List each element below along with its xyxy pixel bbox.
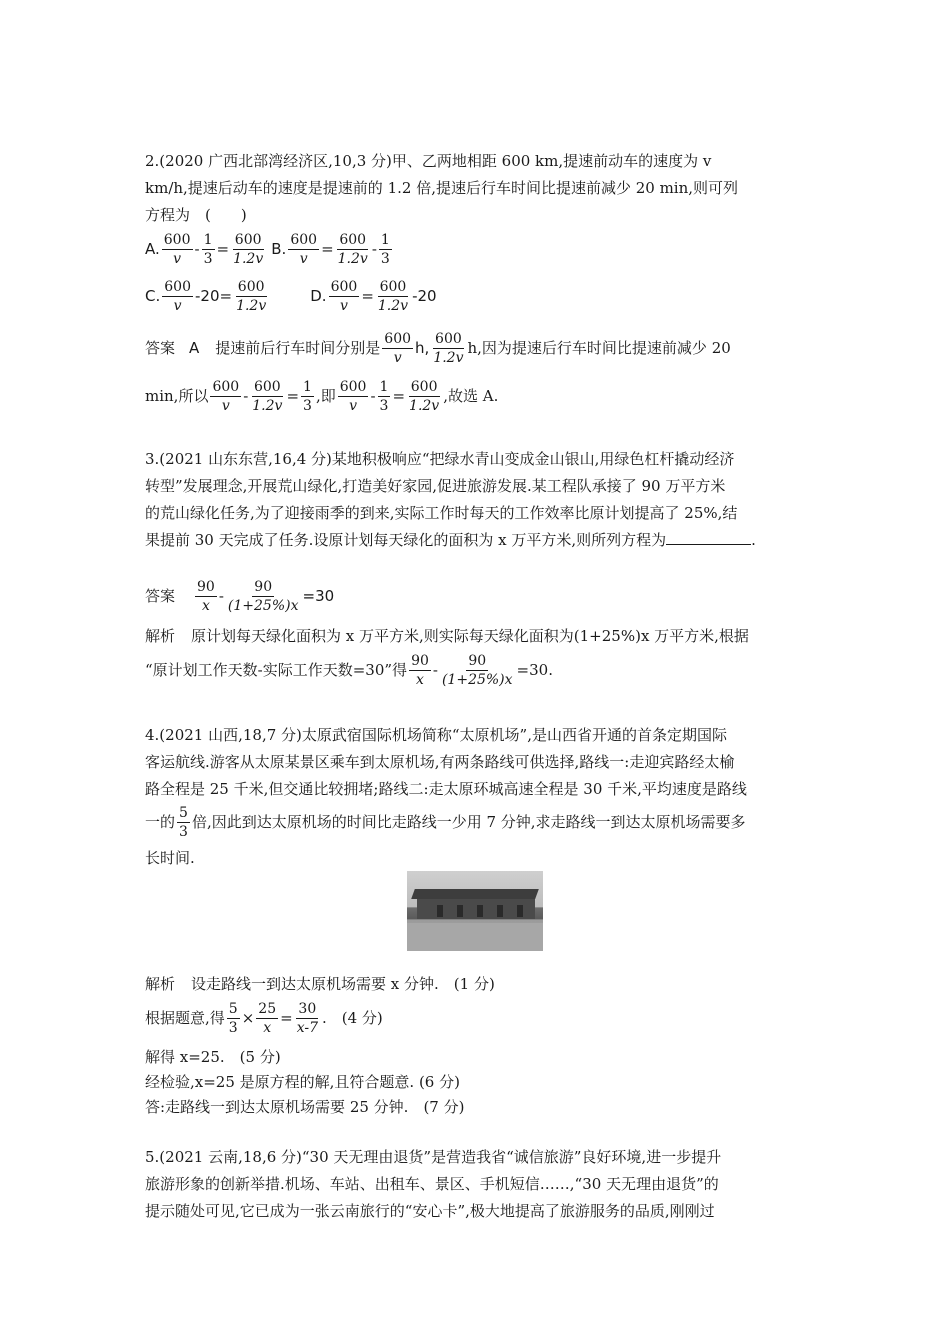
minus-sign: - [370, 387, 376, 405]
fraction [162, 231, 193, 268]
question-4-line-1: 4.(2021 山西,18,7 分)太原武宿国际机场简称“太原机场”,是山西省开通的首条定期国际 [145, 726, 728, 744]
numerator: 600 [253, 378, 281, 395]
denominator: x [201, 597, 210, 614]
question-4-analysis-line-5 [145, 1097, 464, 1117]
numerator: 600 [163, 231, 191, 248]
answer-text: h,因为提速后行车时间比提速前减少 20 [467, 339, 731, 357]
equals-sign: = [280, 1009, 293, 1027]
numerator: 600 [237, 278, 265, 295]
numerator: 600 [234, 231, 262, 248]
numerator: 5 [228, 1000, 238, 1017]
question-5-line-3: 提示随处可见,它已成为一张云南旅行的“安心卡”,极大地提高了旅游服务的品质,刚刚过 [145, 1202, 715, 1220]
analysis-text: “原计划工作天数-实际工作天数=30”得 [145, 661, 408, 679]
option-a-label: A. [145, 240, 160, 258]
times-sign: × [241, 1009, 255, 1027]
question-3-answer [145, 574, 334, 618]
numerator: 600 [339, 231, 367, 248]
denominator: x-7 [296, 1019, 318, 1036]
numerator: 600 [164, 278, 191, 295]
numerator: 30 [298, 1000, 317, 1017]
denominator: 3 [203, 250, 213, 267]
equals-sign: = [321, 240, 334, 258]
minus-sign: - [243, 387, 249, 405]
fraction [376, 278, 410, 315]
denominator: v [173, 250, 182, 267]
equals-sign: = [361, 287, 374, 305]
answer-blank[interactable] [666, 530, 751, 545]
minus-twenty: -20 [412, 287, 437, 305]
numerator: 600 [379, 278, 407, 295]
analysis-label: 解析 [145, 975, 176, 993]
fraction [440, 652, 515, 689]
analysis-text: 根据题意,得 [145, 1009, 225, 1027]
analysis-text: 设走路线一到达太原机场需要 x 分钟. (1 分) [191, 975, 495, 993]
question-3-line-3: 的荒山绿化任务,为了迎接雨季的到来,实际工作时每天的工作效率比原计划提高了 25%,结 [145, 504, 738, 522]
minus-sign: - [432, 661, 438, 679]
denominator: v [299, 250, 308, 267]
numerator: 600 [339, 378, 367, 395]
question-4-analysis-line-3 [145, 1047, 281, 1067]
minus-sign: - [218, 587, 224, 605]
denominator: 3 [380, 250, 390, 267]
numerator: 1 [379, 378, 389, 395]
denominator: v [339, 297, 348, 314]
question-2-answer-line-1 [145, 326, 731, 370]
question-4-text: 长时间. [145, 849, 195, 867]
denominator: 3 [179, 823, 188, 840]
denominator: (1+25%)x [227, 597, 299, 614]
denominator: v [393, 349, 402, 366]
denominator: 1.2v [409, 397, 440, 414]
fraction [288, 231, 319, 268]
airport-photo [407, 871, 543, 951]
answer-letter: A [189, 339, 200, 357]
fraction [329, 278, 360, 315]
denominator: 1.2v [377, 297, 409, 314]
analysis-text: 答:走路线一到达太原机场需要 25 分钟. (7 分) [145, 1098, 465, 1116]
period: . [751, 531, 756, 549]
numerator: 90 [254, 578, 273, 595]
fraction [382, 330, 413, 367]
minus-twenty: -20 [194, 287, 220, 305]
question-4-text: 一的 [145, 813, 176, 831]
question-5-line-1: 5.(2021 云南,18,6 分)“30 天无理由退货”是营造我省“诚信旅游”良好环境,进一步提升 [145, 1148, 722, 1166]
fraction [195, 578, 217, 615]
fraction [301, 378, 314, 415]
numerator: 25 [258, 1000, 277, 1017]
fraction [256, 1000, 278, 1037]
numerator: 5 [179, 804, 188, 821]
option-c-label: C. [145, 287, 161, 305]
numerator: 1 [380, 231, 390, 248]
fraction [227, 1000, 240, 1037]
fraction [177, 804, 190, 841]
denominator: v [221, 397, 230, 414]
answer-text: min,所以 [145, 387, 209, 405]
equals-sign: = [219, 287, 233, 305]
question-4-line-5 [145, 848, 195, 868]
fraction [338, 378, 369, 415]
numerator: 600 [330, 278, 358, 295]
option-d-label: D. [310, 287, 327, 305]
numerator: 600 [212, 378, 240, 395]
equals-sign: = [392, 387, 406, 405]
numerator: 1 [203, 231, 213, 248]
fraction [295, 1000, 320, 1037]
numerator: 90 [411, 652, 429, 669]
fraction [379, 231, 392, 268]
question-3-stem [145, 446, 810, 554]
numerator: 90 [468, 652, 487, 669]
question-4-analysis-line-4 [145, 1072, 460, 1092]
fraction [231, 231, 265, 268]
numerator: 600 [435, 330, 462, 347]
question-4-line-4 [145, 800, 746, 844]
denominator: x [263, 1019, 272, 1036]
denominator: v [349, 397, 358, 414]
question-3-line-2: 转型”发展理念,开展荒山绿化,打造美好家园,促进旅游发展.某工程队承接了 90 万平方米 [145, 477, 726, 495]
answer-label: 答案 [145, 587, 176, 605]
denominator: 3 [228, 1019, 238, 1036]
fraction [250, 378, 284, 415]
analysis-text: 解得 x=25. (5 分) [145, 1048, 281, 1066]
question-2-line-2: km/h,提速后动车的速度是提速前的 1.2 倍,提速后行车时间比提速前减少 20 min,则可列 [145, 179, 739, 197]
answer-text: 提速前后行车时间分别是 [215, 339, 381, 357]
denominator: 1.2v [252, 397, 283, 414]
question-3-line-4 [145, 527, 810, 554]
equals-thirty: =30 [302, 587, 335, 605]
fraction [407, 378, 441, 415]
question-3-analysis-line-2 [145, 648, 553, 692]
question-4-analysis-line-2 [145, 996, 383, 1040]
answer-label: 答案 [145, 339, 176, 357]
question-4-analysis-line-1 [145, 974, 495, 994]
option-c-d-row [145, 275, 437, 317]
denominator: x [416, 671, 424, 688]
numerator: 600 [384, 330, 412, 347]
denominator: 3 [303, 397, 312, 414]
minus-sign: - [371, 240, 377, 258]
fraction [202, 231, 215, 268]
denominator: 1.2v [337, 250, 368, 267]
question-5-stem [145, 1144, 810, 1225]
denominator: 1.2v [433, 349, 464, 366]
option-b-label: B. [271, 240, 287, 258]
question-4-line-2: 客运航线.游客从太原某景区乘车到太原机场,有两条路线可供选择,路线一:走迎宾路经太榆 [145, 753, 735, 771]
equals-sign: = [286, 387, 300, 405]
option-a-b-row [145, 228, 394, 270]
equals-sign: = [216, 240, 230, 258]
fraction [234, 278, 268, 315]
numerator: 600 [410, 378, 438, 395]
minus-sign: - [194, 240, 200, 258]
numerator: 1 [303, 378, 312, 395]
analysis-text: 经检验,x=25 是原方程的解,且符合题意. (6 分) [145, 1073, 460, 1091]
denominator: 1.2v [236, 297, 267, 314]
question-4-line-3: 路全程是 25 千米,但交通比较拥堵;路线二:走太原环城高速全程是 30 千米,平均速度是路线 [145, 780, 747, 798]
fraction [210, 378, 241, 415]
denominator: v [173, 297, 182, 314]
fraction [226, 578, 301, 615]
analysis-text: =30. [516, 661, 553, 679]
question-4-text: 倍,因此到达太原机场的时间比走路线一少用 7 分钟,求走路线一到达太原机场需要多 [191, 813, 746, 831]
answer-text: ,即 [315, 387, 336, 405]
fraction [409, 652, 431, 689]
analysis-text: . (4 分) [321, 1009, 383, 1027]
analysis-label: 解析 [145, 627, 176, 645]
denominator: 1.2v [233, 250, 264, 267]
question-2-stem [145, 148, 810, 229]
question-5-line-2: 旅游形象的创新举措.机场、车站、出租车、景区、手机短信……,“30 天无理由退货”的 [145, 1175, 719, 1193]
answer-text: ,故选 A. [443, 387, 499, 405]
answer-text: h, [415, 339, 430, 357]
fraction [336, 231, 370, 268]
question-3-line-4-text: 果提前 30 天完成了任务.设原计划每天绿化的面积为 x 万平方米,则所列方程为 [145, 531, 667, 549]
fraction [431, 330, 465, 367]
denominator: (1+25%)x [441, 671, 513, 688]
denominator: 3 [379, 397, 389, 414]
question-2-answer-line-2 [145, 374, 498, 418]
numerator: 90 [197, 578, 215, 595]
fraction [378, 378, 391, 415]
analysis-text: 原计划每天绿化面积为 x 万平方米,则实际每天绿化面积为(1+25%)x 万平方米,根据 [191, 627, 749, 645]
question-2-line-3: 方程为 ( ) [145, 206, 247, 224]
question-3-analysis-line-1 [145, 626, 749, 646]
question-3-line-1: 3.(2021 山东东营,16,4 分)某地积极响应“把绿水青山变成金山银山,用绿色杠杆撬动经济 [145, 450, 735, 468]
question-4-stem [145, 722, 810, 803]
fraction [162, 278, 193, 315]
question-2-line-1: 2.(2020 广西北部湾经济区,10,3 分)甲、乙两地相距 600 km,提速前动车的速度为 v [145, 152, 712, 170]
numerator: 600 [290, 231, 318, 248]
